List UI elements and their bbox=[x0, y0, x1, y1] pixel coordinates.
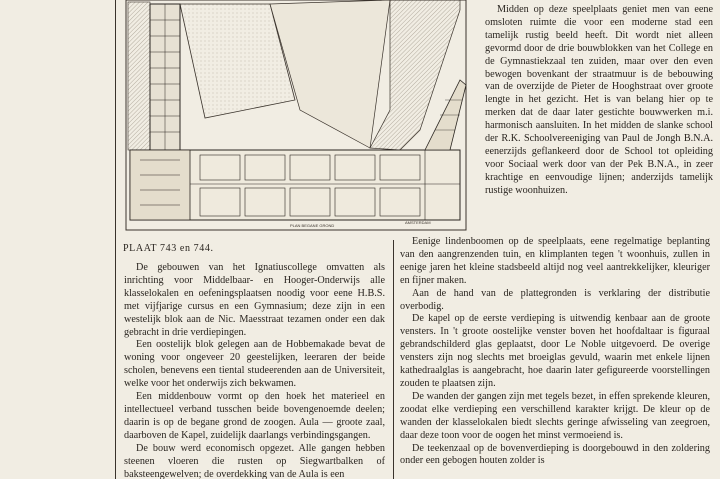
city-label: AMSTERDAM bbox=[405, 220, 431, 225]
paragraph: De teekenzaal op de bovenverdieping is doorgebouwd in den zoldering onder een gebogen houten zolder is bbox=[400, 442, 710, 467]
paragraph: Eenige lindenboomen op de speelplaats, eene regelmatige beplanting van den aangrenzenden tuin, en klimplanten tegen 't woonhuis, zullen in eenige jaren het kleine stadsbeeld altijd nog veel aantrekkelijker, kleuriger en fijner maken. bbox=[400, 236, 710, 286]
paragraph: De gebouwen van het Ignatiuscollege omvatten als inrichting voor Middelbaar- en Hooger-Onderwijs alle klasselokalen en oefeningsplaatsen noodig voor eene H.B.S. met vijfjarige cursus en een Gymnasium; deze zijn in een westelijk blok aan de Nic. Maesstraat tezamen onder een dak gebracht in drie verdiepingen. bbox=[124, 262, 385, 338]
floor-label: PLAN BEGANE GROND bbox=[290, 223, 335, 228]
floor-plan bbox=[120, 0, 472, 236]
paragraph: De kapel op de eerste verdieping is uitwendig kenbaar aan de groote vensters. In 't groote oostelijke venster boven het hoofdaltaar is figuraal gebrandschilderd glas geplaatst, door Le Noble uitgevoerd. De overige vensters zijn nog slechts met broeiglas gevuld, waarin met enkele lijnen kathedraalglas is aangebracht, hoe daarin later gefigureerde voorstellingen zouden te plaatsen zijn. bbox=[400, 313, 710, 389]
column-rule-middle bbox=[393, 240, 394, 479]
plate-caption: PLAAT 743 en 744. bbox=[123, 243, 214, 254]
paragraph: Midden op deze speelplaats geniet men van eene omsloten ruimte die voor een moderne stad een tamelijk rustig beeld heeft. Dit wordt niet alleen gevormd door de drie bouwblokken van het College en de Gymnastiekzaal ten zuiden, maar over den even bewogen bovenkant der straatmuur is de bebouwing van de overzijde de Pieter de Hooghstraat over groote lengte in het gezicht. Het is van belang hier op te merken dat de daar later gestichte bouwwerken m.i. harmonisch aansluiten. In het midden de slanke school der R.K. Schoolvereeniging van Paul de Jongh B.N.A. eenerzijds geflankeerd door de School tot opleiding voor Sociaal werk door van der Pek B.N.A., in zeer krachtige en eenvoudige lijnen; anderzijds tamelijk rustige woonhuizen. bbox=[485, 4, 713, 196]
left-column bbox=[124, 262, 385, 479]
floor-plan-drawing bbox=[120, 0, 472, 236]
paragraph: De wanden der gangen zijn met tegels bezet, in effen sprekende kleuren, zoodat elke verdieping een verschillend karakter krijgt. De kleur op de wanden der klasselokalen biedt slechts geringe afwisseling van zeegroen, daar deze toon voor de oogen het minst vermoeiend is. bbox=[400, 390, 710, 441]
paragraph: Aan de hand van de plattegronden is verklaring der distributie overbodig. bbox=[400, 287, 710, 312]
paragraph: De bouw werd economisch opgezet. Alle gangen hebben steenen vloeren die rusten op Siegwartbalken of baksteengewelven; de overdekking van de Aula is een bbox=[124, 442, 385, 479]
column-rule-left bbox=[115, 0, 116, 479]
paragraph: Een middenbouw vormt op den hoek het materieel en intellectueel verband tusschen beide bovengenoemde deelen; daarin is op de begane grond de zoogen. Aula — groote zaal, daarboven de Kapel, zuidelijk daarlangs verbindingsgangen. bbox=[124, 391, 385, 441]
paragraph: Een oostelijk blok gelegen aan de Hobbemakade bevat de woning voor ongeveer 20 geestelijken, leeraren der beide scholen, benevens een tiental studeerenden aan de Universiteit, welke voor het onderwijs zich bekwamen. bbox=[124, 339, 385, 390]
right-column-top bbox=[485, 4, 713, 198]
right-column-bottom bbox=[400, 236, 710, 468]
